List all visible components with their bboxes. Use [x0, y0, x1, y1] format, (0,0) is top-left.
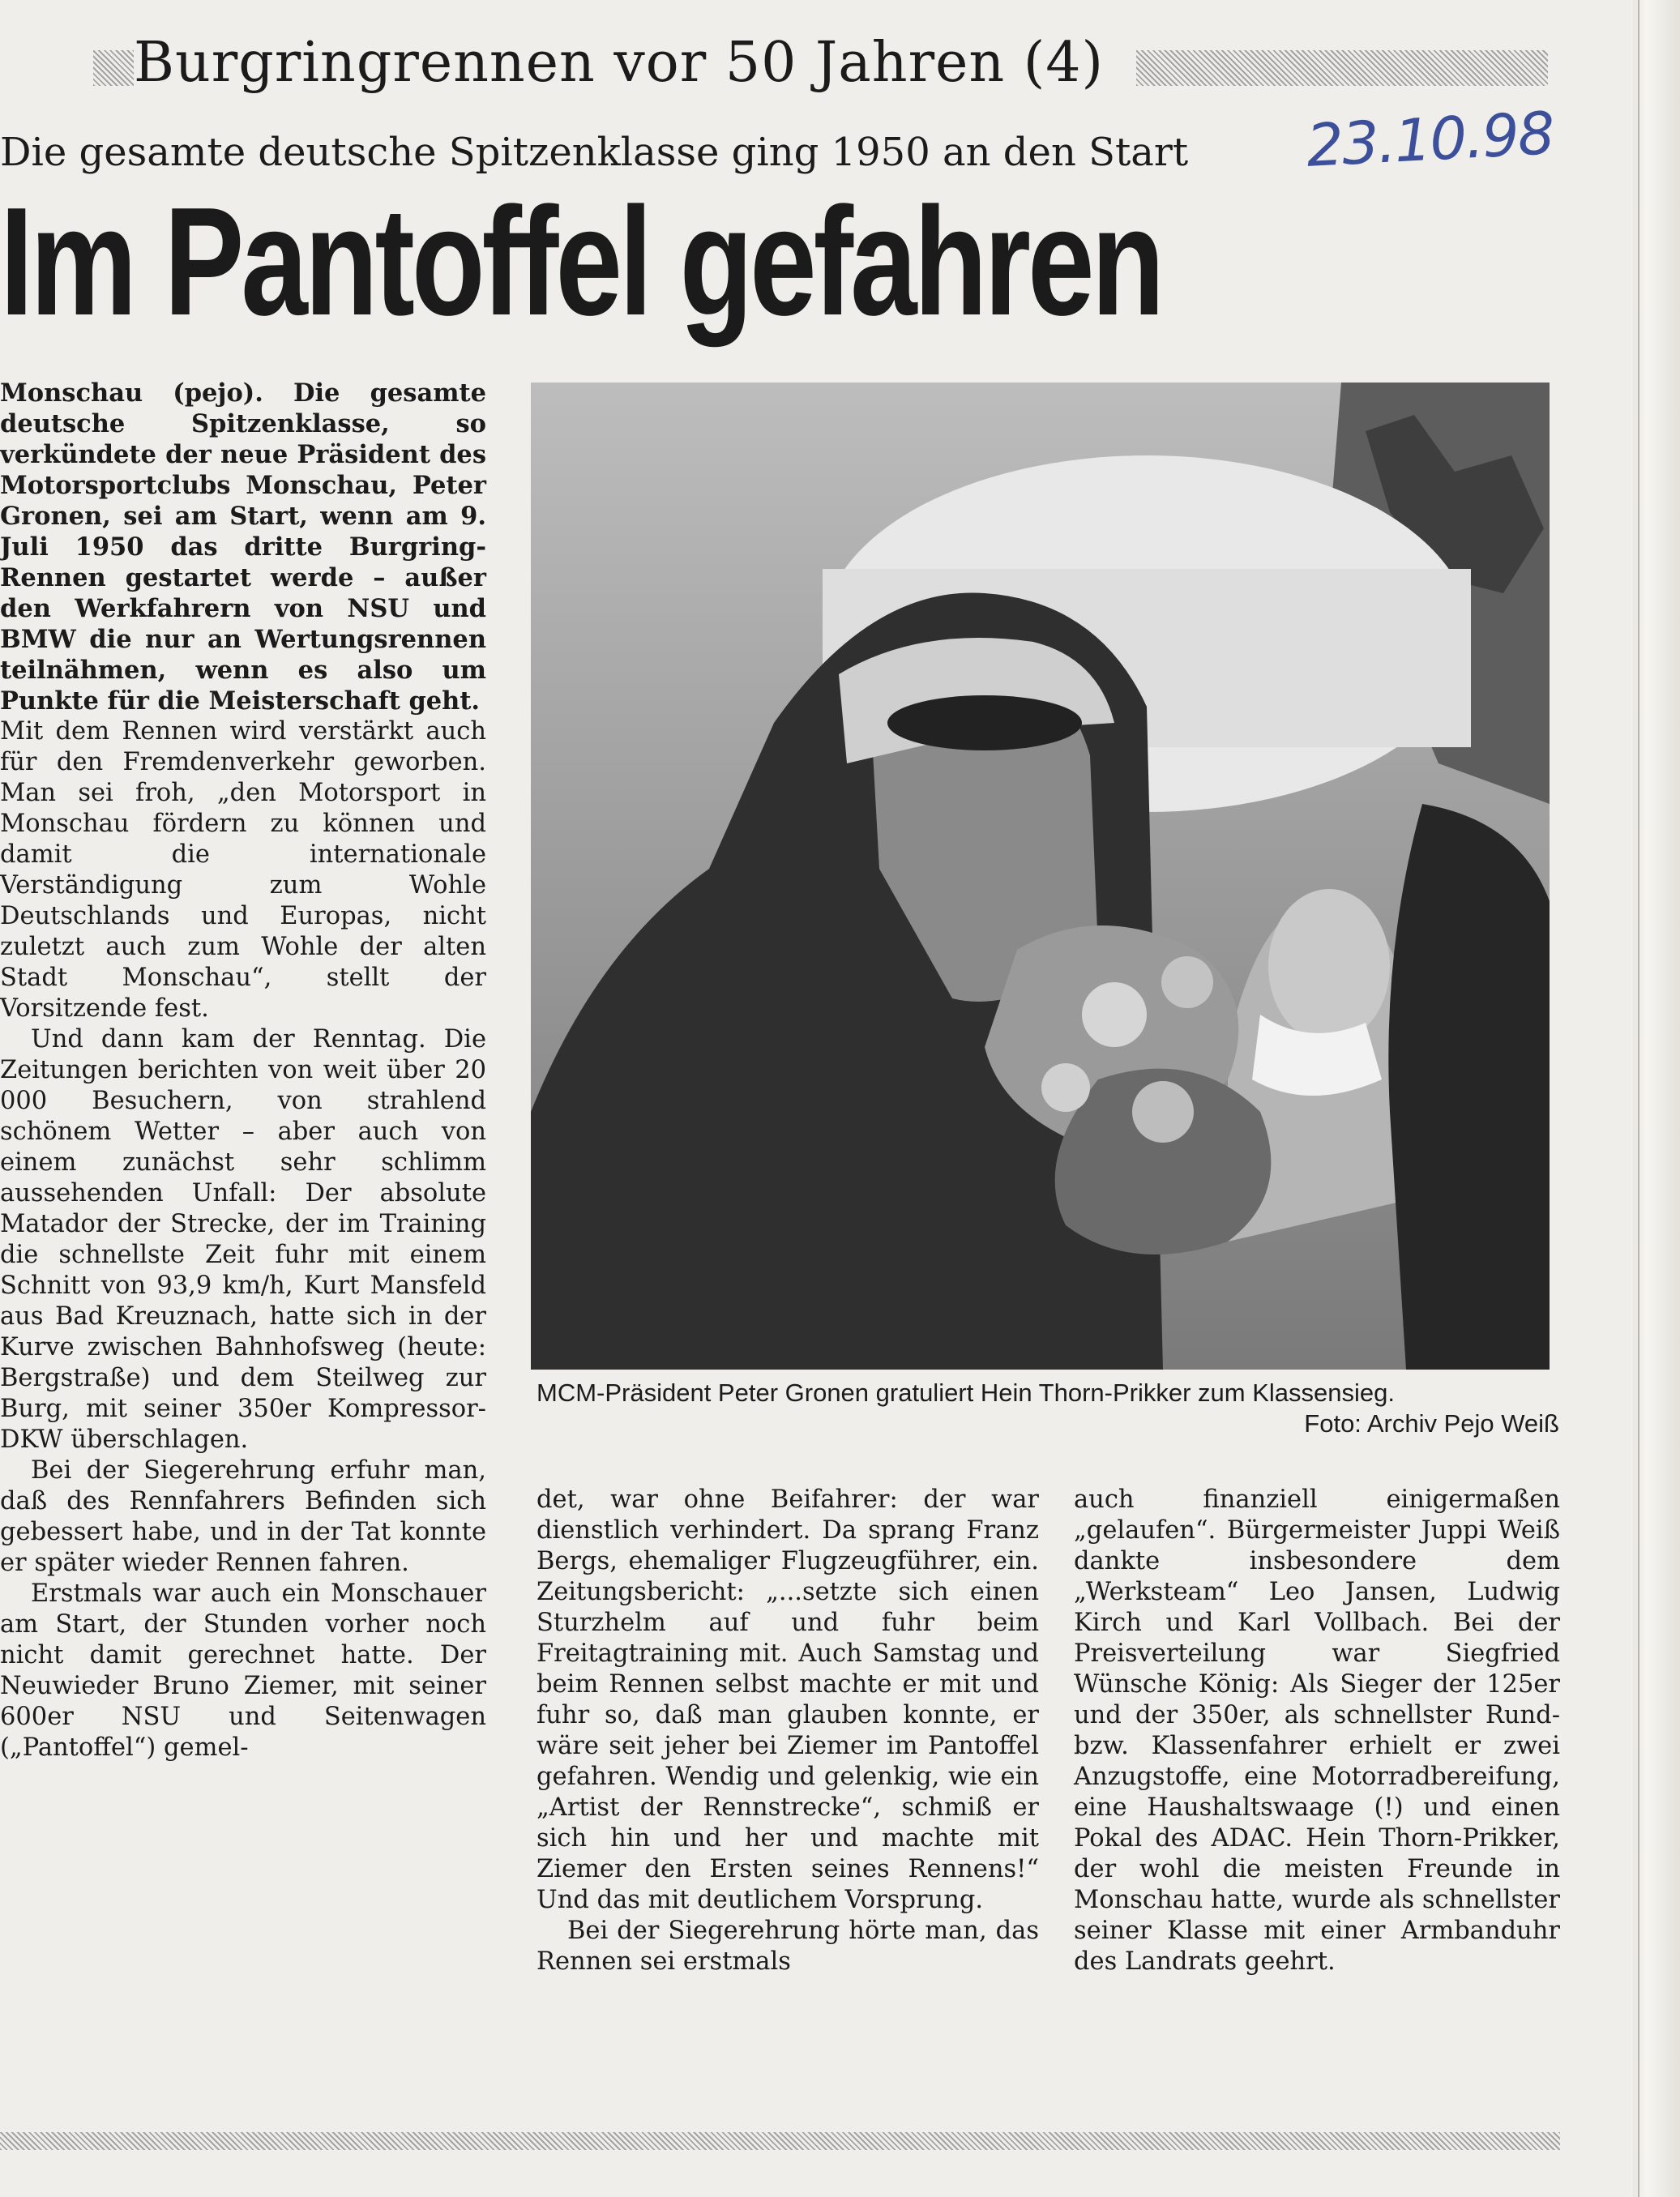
article-column-1 [0, 378, 486, 1763]
article-paragraph: Erstmals war auch ein Monschauer am Start, der Stunden vorher noch nicht damit gerechnet hatte. Der Neuwieder Bruno Ziemer, mit seiner 600er NSU und Seitenwagen („Pantoffel“) gemel- [0, 1579, 486, 1762]
handwritten-date-stamp: 23.10.98 [1305, 99, 1555, 180]
header-rule-left [93, 50, 134, 86]
subheadline: Die gesamte deutsche Spitzenklasse ging 1950 an den Start [0, 130, 1189, 175]
article-lead: Monschau (pejo). Die gesamte deutsche Spitzenklasse, so verkündete der neue Präsident des Motorsportclubs Monschau, Peter Gronen, sei am Start, wenn am 9. Juli 1950 das dritte Burgring-Rennen gestartet werde – außer den Werkfahrern von NSU und BMW die nur an Wertungsrennen teilnähmen, wenn es also um Punkte für die Meisterschaft geht. [0, 378, 486, 716]
footer-rule [0, 2132, 1560, 2150]
article-paragraph: Und dann kam der Renntag. Die Zeitungen berichten von weit über 20 000 Besuchern, von strahlend schönem Wetter – aber auch von einem zunächst sehr schlimm aussehenden Unfall: Der absolute Matador der Strecke, der im Training die schnellste Zeit fuhr mit einem Schnitt von 93,9 km/h, Kurt Mansfeld aus Bad Kreuznach, hatte sich in der Kurve zwischen Bahnhofsweg (heute: Bergstraße) und dem Steilweg zur Burg, mit seiner 350er Kompressor-DKW überschlagen. [0, 1025, 486, 1454]
photo-image [531, 383, 1550, 1370]
press-photo [531, 383, 1550, 1370]
photo-caption: MCM-Präsident Peter Gronen gratuliert Hein Thorn-Prikker zum Klassensieg. [536, 1378, 1395, 1407]
article-column-2 [536, 1485, 1039, 1977]
photo-credit: Foto: Archiv Pejo Weiß [1304, 1409, 1559, 1438]
article-paragraph: Bei der Siegerehrung hörte man, das Rennen sei erstmals [536, 1917, 1039, 1976]
article-paragraph: Mit dem Rennen wird verstärkt auch für den Fremdenverkehr geworben. Man sei froh, „den Motorsport in Monschau fördern zu können und damit die internationale Verständigung zum Wohle Deutschlands und Europas, nicht zuletzt auch zum Wohle der alten Stadt Monschau“, stellt der Vorsitzende fest. [0, 717, 486, 1023]
series-kicker: Burgringrennen vor 50 Jahren (4) [134, 31, 1105, 95]
photo-caption-block [536, 1378, 1559, 1439]
headline: Im Pantoffel gefahren [0, 176, 1162, 348]
header-rule-right [1136, 50, 1548, 86]
article-paragraph: auch finanziell einigermaßen „gelaufen“. Bürgermeister Juppi Weiß dankte insbesondere dem „Werksteam“ Leo Jansen, Ludwig Kirch und Karl Vollbach. Bei der Preisverteilung war Siegfried Wünsche König: Als Sieger der 125er und der 350er, als schnellster Rund- bzw. Klassenfahrer erhielt er zwei Anzugstoffe, eine Motorradbereifung, eine Haushaltswaage (!) und einen Pokal des ADAC. Hein Thorn-Prikker, der wohl die meisten Freunde in Monschau hatte, wurde als schnellster seiner Klasse mit einer Armbanduhr des Landrats geehrt. [1074, 1485, 1560, 1976]
article-paragraph: det, war ohne Beifahrer: der war dienstlich verhindert. Da sprang Franz Bergs, ehemaliger Flugzeugführer, ein. Zeitungsbericht: „...setzte sich einen Sturzhelm auf und fuhr beim Freitagtraining mit. Auch Samstag und beim Rennen selbst machte er mit und fuhr so, daß man glauben konnte, er wäre seit jeher bei Ziemer im Pantoffel gefahren. Wendig und gelenkig, wie ein „Artist der Rennstrecke“, schmiß er sich hin und her und machte mit Ziemer den Ersten seines Rennens!“ Und das mit deutlichem Vorsprung. [536, 1485, 1039, 1914]
page-edge [1633, 0, 1680, 2197]
article-column-3 [1074, 1485, 1560, 1977]
article-paragraph: Bei der Siegerehrung erfuhr man, daß des Rennfahrers Befinden sich gebessert habe, und in der Tat konnte er später wieder Rennen fahren. [0, 1456, 486, 1577]
